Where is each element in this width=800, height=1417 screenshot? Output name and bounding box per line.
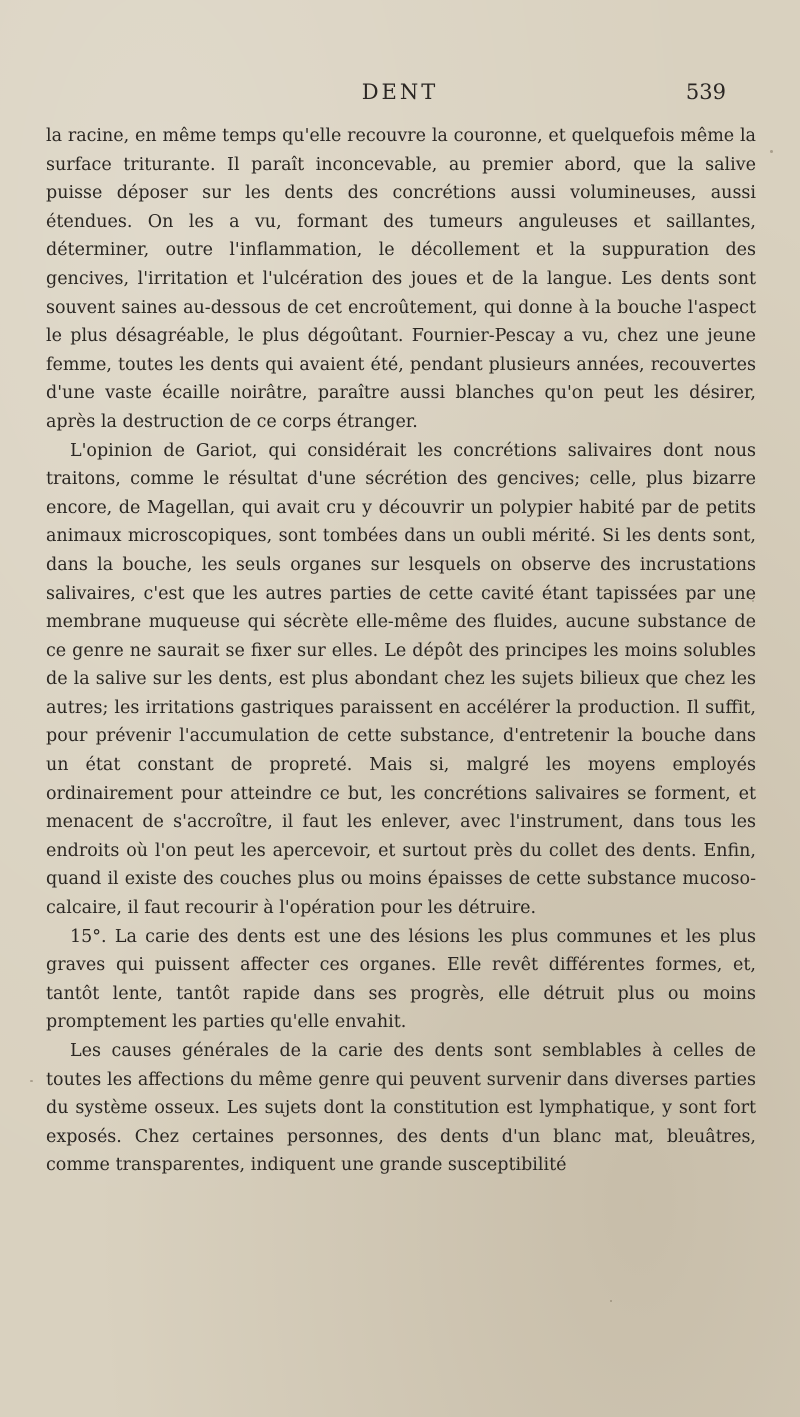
body-text bbox=[46, 122, 756, 1180]
page-number: 539 bbox=[685, 80, 726, 104]
running-head: DENT bbox=[361, 80, 439, 104]
paragraph-1: la racine, en même temps qu'elle recouvre la couronne, et quelquefois même la surface triturante. Il paraît inconcevable, au premier abord, que la salive puisse déposer sur les dents des concrétions aussi volumineuses, aussi étendues. On les a vu, formant des tumeurs anguleuses et saillantes, déterminer, outre l'inflammation, le décollement et la suppuration des gencives, l'irritation et l'ulcération des joues et de la langue. Les dents sont souvent saines au-dessous de cet encroûtement, qui donne à la bouche l'aspect le plus désagréable, le plus dégoûtant. Fournier-Pescay a vu, chez une jeune femme, toutes les dents qui avaient été, pendant plusieurs années, recouvertes d'une vaste écaille noirâtre, paraître aussi blanches qu'on peut les désirer, après la destruction de ce corps étranger. bbox=[46, 126, 756, 432]
paragraph-4: Les causes générales de la carie des dents sont semblables à celles de toutes les affections du même genre qui peuvent survenir dans diverses parties du système osseux. Les sujets dont la constitution est lymphatique, y sont fort exposés. Chez certaines personnes, des dents d'un blanc mat, bleuâtres, comme transparentes, indiquent une grande susceptibilité bbox=[46, 1041, 756, 1176]
paragraph-2: L'opinion de Gariot, qui considérait les concrétions salivaires dont nous traitons, comme le résultat d'une sécrétion des gencives; celle, plus bizarre encore, de Magellan, qui avait cru y découvrir un polypier habité par de petits animaux microscopiques, sont tombées dans un oubli mérité. Si les dents sont, dans la bouche, les seuls organes sur lesquels on observe des incrustations salivaires, c'est que les autres parties de cette cavité étant tapissées par une membrane muqueuse qui sécrète elle-même des fluides, aucune substance de ce genre ne saurait se fixer sur elles. Le dépôt des principes les moins solubles de la salive sur les dents, est plus abondant chez les sujets bilieux que chez les autres; les irritations gastriques paraissent en accélérer la production. Il suffit, pour prévenir l'accumulation de cette substance, d'entretenir la bouche dans un état constant de propreté. Mais si, malgré les moyens employés ordinairement pour atteindre ce but, les concrétions salivaires se forment, et menacent de s'accroître, il faut les enlever, avec l'instrument, dans tous les endroits où l'on peut les apercevoir, et surtout près du collet des dents. Enfin, quand il existe des couches plus ou moins épaisses de cette substance mucoso-calcaire, il faut recourir à l'opération pour les détruire. bbox=[46, 440, 756, 919]
page-header bbox=[46, 80, 754, 116]
paper-speck bbox=[752, 600, 754, 602]
paper-speck bbox=[610, 1300, 612, 1302]
paper-speck bbox=[770, 150, 773, 153]
paper-speck bbox=[30, 1080, 33, 1082]
paragraph-3: 15°. La carie des dents est une des lésions les plus communes et les plus graves qui puissent affecter ces organes. Elle revêt différentes formes, et, tantôt lente, tantôt rapide dans ses progrès, elle détruit plus ou moins promptement les parties qu'elle envahit. bbox=[46, 926, 756, 1033]
